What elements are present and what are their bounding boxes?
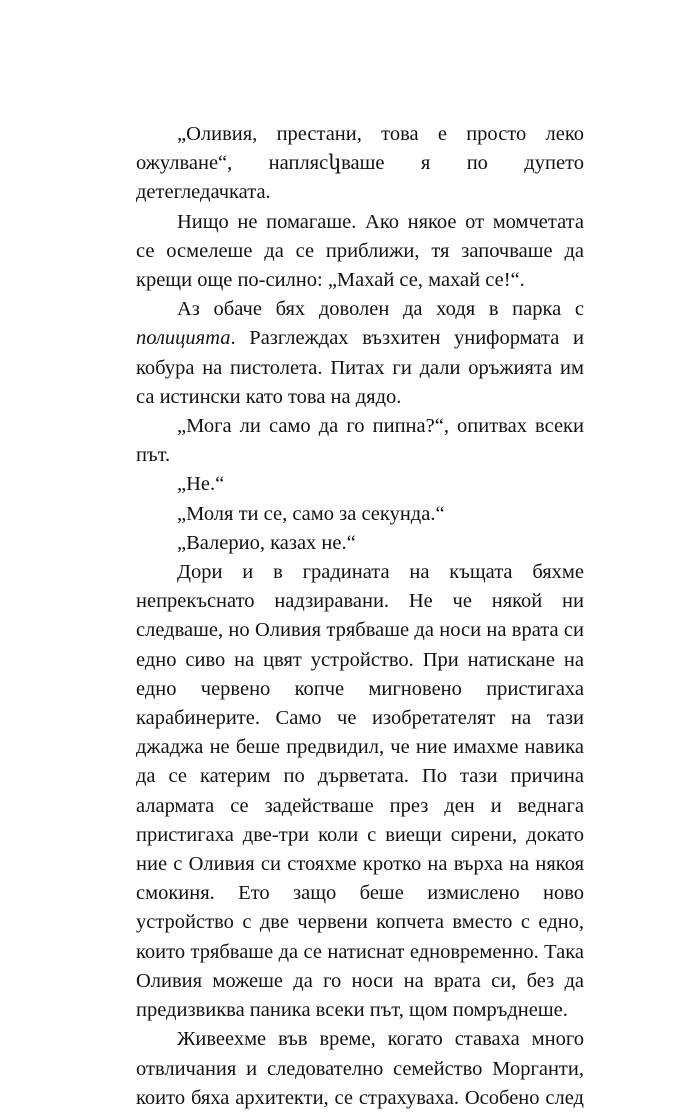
paragraph: „Оливия, престани, това е просто леко ожулване“, наплясկваше я по дупето детегледачката. — [136, 123, 584, 204]
paragraph-text: Аз обаче бях доволен да ходя в парка с — [177, 298, 584, 321]
dialogue-line: „Моля ти се, само за секунда.“ — [177, 502, 445, 525]
paragraph-text: . Разглеждах възхитен униформата и кобура на пистолета. Питах ги дали оръжията им са истински като това на дядо. — [136, 327, 584, 408]
paragraph: Нищо не помагаше. Ако някое от момчетата се осмелеше да се приближи, тя започваше да крещи още по-силно: „Махай се, махай се!“. — [136, 210, 584, 292]
paragraph: Дори и в градината на къщата бяхме непрекъснато надзиравани. Не че някой ни следваше, но Оливия трябваше да носи на врата си едно сиво на цвят устройство. При натискане на едно червено копче мигновено пристигаха карабинерите. Само че изобретателят на тази джаджа не беше предвидил, че ние имахме навика да се катерим по дърветата. По тази причина алармата се задействаше през ден и веднага пристигаха две-три коли с виещи сирени, докато ние с Оливия си стояхме кротко на върха на някоя смокиня. Ето защо беше измислено ново устройство с две червени копчета вместо с едно, които трябваше да се натиснат едновременно. Така Оливия можеше да го носи на врата си, без да предизвиква паника всеки път, щом помръднеше. — [136, 561, 584, 1022]
paragraph: Живеехме във време, когато ставаха много отвличания и следователно семейство Морганти, които бяха архитекти, се страхуваха. Особено след — [136, 1028, 584, 1109]
dialogue-line: „Не.“ — [177, 473, 225, 496]
italic-word: полицията — [136, 327, 231, 350]
body-text — [136, 120, 584, 1113]
dialogue-line: „Валерио, казах не.“ — [177, 531, 356, 554]
paragraph — [136, 295, 584, 412]
paragraph: „Мога ли само да го пипна?“, опитвах всеки път. — [136, 415, 584, 467]
